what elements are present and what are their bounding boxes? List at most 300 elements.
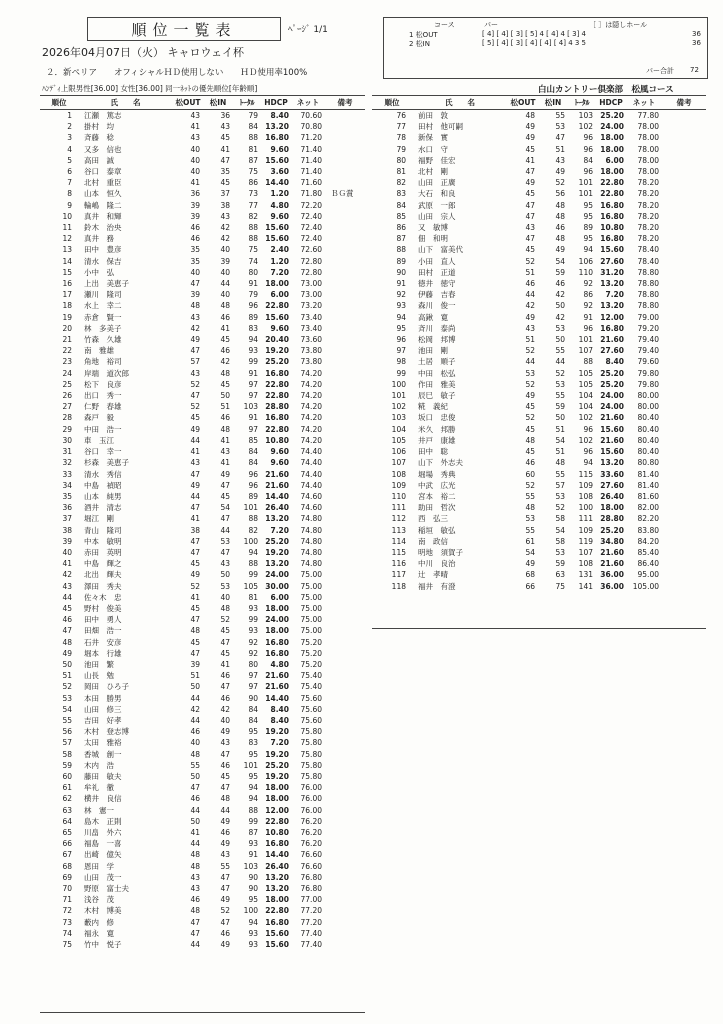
cell-hdcp: 24.00 (600, 122, 624, 132)
cell-rank: 73 (62, 917, 72, 927)
cell-note (325, 166, 365, 177)
cell-total: 119 (578, 536, 593, 546)
cell-net: 74.20 (300, 402, 322, 412)
cell-in: 42 (220, 234, 230, 244)
cell-note (325, 144, 365, 155)
cell-rank: 111 (391, 503, 406, 513)
cell-net: 71.60 (300, 178, 322, 188)
table-row (40, 368, 365, 379)
cell-total: 131 (578, 570, 593, 580)
table-row (40, 334, 365, 345)
cell-net: 77.20 (300, 917, 322, 927)
table-row (40, 132, 365, 143)
cell-rank: 8 (67, 189, 72, 199)
cell-rank: 65 (62, 828, 72, 837)
cell-name: 堀本 行雄 (84, 648, 122, 658)
cell-total: 94 (583, 245, 593, 255)
cell-net: 78.80 (637, 267, 659, 277)
cell-name: 山下 富美代 (418, 245, 463, 255)
cell-total: 87 (248, 155, 258, 165)
cell-out: 47 (190, 917, 200, 927)
cell-net: 74.20 (300, 368, 322, 378)
cell-rank: 15 (62, 267, 72, 277)
cell-note (662, 132, 706, 143)
cell-name: 中本 敏明 (84, 536, 122, 546)
cell-out: 47 (190, 391, 200, 401)
cell-hdcp: 25.20 (265, 760, 289, 770)
cell-note (662, 558, 706, 569)
cell-in: 53 (555, 323, 565, 333)
table-row (372, 211, 706, 222)
date-event: 2026年04月07日（火） キャロウェイ杯 (42, 46, 245, 59)
cell-rank: 94 (396, 312, 406, 322)
cell-name: 中川 良治 (418, 559, 456, 569)
cell-hdcp: 18.00 (265, 626, 289, 636)
table-row (40, 345, 365, 356)
cell-rank: 24 (62, 368, 72, 378)
cell-net: 74.80 (300, 559, 322, 569)
cell-out: 49 (190, 570, 200, 580)
cell-hdcp: 25.20 (600, 379, 624, 389)
cell-net: 77.20 (300, 906, 322, 916)
cell-out: 46 (190, 895, 200, 905)
cell-net: 79.00 (637, 312, 659, 322)
cell-total: 84 (583, 155, 593, 165)
cell-rank: 92 (396, 290, 406, 300)
cell-name: 浅谷 茂 (84, 895, 114, 905)
cell-out: 47 (190, 547, 200, 557)
cell-note (325, 625, 365, 636)
cell-total: 102 (578, 413, 593, 423)
cell-name: 清水 保吉 (84, 256, 122, 266)
cell-hdcp: 16.80 (265, 368, 289, 378)
cell-net: 74.60 (300, 503, 322, 513)
table-row (372, 132, 706, 143)
cell-in: 52 (555, 368, 565, 378)
cell-name: 作田 雅美 (418, 379, 456, 389)
cell-note (662, 188, 706, 199)
table-row (40, 233, 365, 244)
cell-name: 角地 裕司 (84, 357, 122, 367)
cell-note (662, 144, 706, 155)
cell-rank: 34 (62, 480, 72, 490)
cell-out: 52 (525, 379, 535, 389)
cell-note (662, 368, 706, 379)
cell-out: 44 (525, 290, 535, 300)
cell-hdcp: 1.20 (270, 256, 289, 266)
handicap-note: ﾊﾝﾃﾞｨ上限男性[36.00] 女性[36.00] 同一ﾈｯﾄの優先順位[年齢順] (42, 84, 258, 93)
cell-hdcp: 13.20 (600, 279, 624, 289)
cell-out: 39 (190, 659, 200, 669)
cell-name: 太田 雅裕 (84, 738, 122, 748)
cell-note (325, 793, 365, 804)
table-row (40, 513, 365, 524)
cell-name: 土居 順子 (418, 357, 456, 367)
cell-net: 78.40 (637, 256, 659, 266)
cell-total: 107 (578, 346, 593, 356)
cell-rank: 95 (396, 323, 406, 333)
cell-rank: 28 (62, 413, 72, 423)
table-row (40, 816, 365, 827)
cell-hdcp: 15.60 (265, 223, 289, 233)
cell-total: 74 (248, 256, 258, 266)
table-row (40, 681, 365, 692)
cell-out: 52 (525, 346, 535, 356)
cell-hdcp: 9.60 (270, 211, 289, 221)
cell-net: 78.20 (637, 189, 659, 199)
cell-in: 49 (220, 816, 230, 826)
cell-name: 堀江 剛 (84, 514, 114, 524)
cell-net: 75.40 (300, 671, 322, 681)
cell-in: 48 (555, 234, 565, 244)
col-in: 松IN (538, 96, 568, 110)
col-out: 松OUT (173, 96, 203, 110)
cell-out: 36 (190, 189, 200, 199)
cell-note (662, 211, 706, 222)
cell-name: 藤田 敏夫 (84, 771, 122, 781)
cell-total: 141 (578, 581, 593, 591)
cell-hdcp: 28.80 (265, 402, 289, 412)
cell-hdcp: 15.60 (265, 312, 289, 322)
cell-note (662, 525, 706, 536)
cell-out: 43 (190, 133, 200, 143)
cell-hdcp: 2.40 (270, 245, 289, 255)
cell-in: 55 (555, 391, 565, 401)
page-title (87, 17, 281, 41)
cell-note (325, 278, 365, 289)
cell-total: 79 (248, 290, 258, 300)
cell-net: 74.20 (300, 413, 322, 423)
cell-net: 76.20 (300, 816, 322, 826)
cell-in: 47 (220, 682, 230, 692)
cell-rank: 55 (62, 715, 72, 725)
cell-rank: 20 (62, 323, 72, 333)
table-row (40, 188, 365, 199)
cell-out: 49 (525, 122, 535, 132)
cell-hdcp: 13.20 (265, 514, 289, 524)
cell-rank: 66 (62, 839, 72, 849)
cell-out: 49 (525, 559, 535, 569)
cell-net: 80.40 (637, 435, 659, 445)
cell-in: 47 (220, 783, 230, 793)
cell-out: 48 (525, 503, 535, 513)
cell-name: 出崎 億矢 (84, 850, 122, 860)
cell-net: 76.00 (300, 805, 322, 815)
cell-note (325, 782, 365, 793)
cell-name: 堀場 秀典 (418, 469, 456, 479)
cell-note (325, 132, 365, 143)
cell-hdcp: 24.00 (265, 615, 289, 625)
cell-hdcp: 27.60 (600, 256, 624, 266)
cell-rank: 44 (62, 592, 72, 602)
cell-out: 49 (525, 133, 535, 143)
cell-hdcp: 7.20 (605, 290, 624, 300)
cell-in: 49 (555, 245, 565, 255)
cell-out: 40 (190, 267, 200, 277)
table-row (372, 278, 706, 289)
cell-net: 81.60 (637, 491, 659, 501)
cell-out: 44 (190, 805, 200, 815)
cell-total: 89 (248, 491, 258, 501)
cell-hdcp: 8.40 (270, 715, 289, 725)
col-hdcp: HDCP (261, 96, 291, 110)
cell-total: 91 (248, 368, 258, 378)
cell-hdcp: 21.60 (600, 559, 624, 569)
cell-out: 39 (190, 200, 200, 210)
cell-in: 42 (220, 704, 230, 714)
cell-out: 48 (190, 301, 200, 311)
cell-in: 47 (220, 884, 230, 894)
cell-net: 75.40 (300, 682, 322, 692)
cell-rank: 82 (396, 178, 406, 188)
cell-total: 79 (248, 111, 258, 120)
cell-rank: 76 (396, 111, 406, 120)
out-course-holes: [ 4] [ 4] [ 3] [ 5] 4 [ 4] 4 [ 3] 4 (482, 30, 587, 38)
cell-out: 42 (190, 323, 200, 333)
cell-net: 78.40 (637, 245, 659, 255)
table-row (372, 312, 706, 323)
cell-total: 105 (578, 379, 593, 389)
cell-out: 46 (190, 794, 200, 804)
cell-note (325, 592, 365, 603)
cell-in: 43 (220, 447, 230, 457)
cell-total: 89 (583, 223, 593, 233)
cell-rank: 51 (62, 671, 72, 681)
cell-name: 酒井 清志 (84, 503, 122, 513)
cell-rank: 41 (62, 559, 72, 569)
table-row (372, 334, 706, 345)
cell-rank: 98 (396, 357, 406, 367)
cell-net: 76.60 (300, 850, 322, 860)
cell-total: 84 (248, 715, 258, 725)
cell-name: 清水 秀信 (84, 469, 122, 479)
cell-name: 恩田 学 (84, 861, 114, 871)
cell-net: 76.80 (300, 872, 322, 882)
table-row (372, 110, 706, 122)
cell-out: 47 (190, 615, 200, 625)
cell-net: 73.80 (300, 346, 322, 356)
cell-total: 92 (248, 637, 258, 647)
cell-net: 71.20 (300, 133, 322, 143)
cell-net: 73.20 (300, 301, 322, 311)
cell-note (325, 827, 365, 838)
cell-name: 前田 敦 (418, 111, 448, 120)
cell-rank: 79 (396, 144, 406, 154)
cell-net: 79.40 (637, 346, 659, 356)
cell-hdcp: 21.60 (600, 435, 624, 445)
cell-note (662, 446, 706, 457)
cell-in: 40 (220, 267, 230, 277)
cell-out: 47 (525, 211, 535, 221)
cell-total: 97 (248, 682, 258, 692)
cell-total: 110 (578, 267, 593, 277)
cell-out: 60 (525, 469, 535, 479)
cell-out: 47 (190, 536, 200, 546)
cell-note (662, 424, 706, 435)
cell-hdcp: 1.20 (270, 189, 289, 199)
cell-name: 西 弘三 (418, 514, 448, 524)
cell-rank: 115 (391, 547, 406, 557)
cell-rank: 1 (67, 111, 72, 120)
cell-net: 71.40 (300, 155, 322, 165)
cell-net: 71.80 (300, 189, 322, 199)
cell-in: 41 (220, 323, 230, 333)
table-row (372, 200, 706, 211)
cell-note (325, 681, 365, 692)
cell-net: 74.40 (300, 469, 322, 479)
cell-rank: 63 (62, 805, 72, 815)
table-row (40, 872, 365, 883)
cell-name: 鈴木 治央 (84, 223, 122, 233)
cell-total: 102 (578, 122, 593, 132)
cell-total: 99 (248, 357, 258, 367)
cell-total: 94 (248, 547, 258, 557)
table-row (372, 155, 706, 166)
cell-total: 91 (248, 413, 258, 423)
cell-note (325, 312, 365, 323)
cell-out: 40 (190, 144, 200, 154)
cell-hdcp: 21.60 (600, 547, 624, 557)
cell-total: 96 (248, 480, 258, 490)
cell-out: 41 (190, 514, 200, 524)
cell-rank: 42 (62, 570, 72, 580)
cell-in: 51 (555, 447, 565, 457)
cell-name: 田中 豊彦 (84, 245, 122, 255)
cell-out: 51 (525, 335, 535, 345)
cell-note (325, 760, 365, 771)
cell-name: 本田 勝男 (84, 693, 122, 703)
table-row (40, 278, 365, 289)
cell-out: 46 (525, 458, 535, 468)
cell-total: 88 (583, 357, 593, 367)
cell-out: 50 (190, 816, 200, 826)
cell-note (325, 693, 365, 704)
cell-rank: 81 (396, 167, 406, 177)
cell-total: 73 (248, 189, 258, 199)
cell-net: 75.20 (300, 648, 322, 658)
cell-total: 96 (583, 424, 593, 434)
cell-rank: 46 (62, 615, 72, 625)
table-row (372, 480, 706, 491)
cell-in: 59 (555, 267, 565, 277)
cell-name: 澤田 秀夫 (84, 581, 122, 591)
cell-rank: 48 (62, 637, 72, 647)
cell-in: 46 (220, 413, 230, 423)
cell-out: 51 (190, 671, 200, 681)
hidden-hole-note: ［ ］は隠しホール (589, 21, 648, 29)
cell-total: 108 (578, 491, 593, 501)
cell-out: 39 (190, 211, 200, 221)
cell-name: 辰巳 敏子 (418, 391, 456, 401)
cell-in: 49 (220, 469, 230, 479)
table-row (40, 849, 365, 860)
cell-out: 41 (190, 592, 200, 602)
cell-note (325, 547, 365, 558)
cell-rank: 96 (396, 335, 406, 345)
cell-in: 53 (555, 379, 565, 389)
title-text: 順位一覧表 (131, 20, 237, 39)
cell-hdcp: 3.60 (270, 167, 289, 177)
col-name: 氏 名 (78, 96, 173, 110)
cell-out: 40 (190, 738, 200, 748)
cell-out: 45 (525, 144, 535, 154)
cell-rank: 11 (62, 223, 72, 233)
cell-note (325, 603, 365, 614)
cell-total: 88 (248, 133, 258, 143)
cell-name: 坂口 忠俊 (418, 413, 456, 423)
table-row (372, 435, 706, 446)
cell-total: 92 (248, 648, 258, 658)
cell-out: 44 (190, 491, 200, 501)
cell-out: 50 (190, 771, 200, 781)
cell-out: 42 (525, 301, 535, 311)
cell-out: 41 (190, 178, 200, 188)
cell-net: 86.40 (637, 559, 659, 569)
cell-name: 助田 哲次 (418, 503, 456, 513)
cell-hdcp: 16.80 (265, 133, 289, 143)
cell-rank: 97 (396, 346, 406, 356)
table-row (40, 861, 365, 872)
cell-out: 48 (525, 435, 535, 445)
col-total: ﾄｰﾀﾙ (568, 96, 596, 110)
cell-out: 44 (190, 693, 200, 703)
cell-rank: 64 (62, 816, 72, 826)
cell-note (662, 513, 706, 524)
cell-note (325, 200, 365, 211)
col-rank: 順位 (40, 96, 78, 110)
cell-rank: 93 (396, 301, 406, 311)
cell-net: 72.80 (300, 256, 322, 266)
cell-rank: 57 (62, 738, 72, 748)
table-row (372, 323, 706, 334)
cell-total: 77 (248, 200, 258, 210)
cell-name: 仁野 春雄 (84, 402, 122, 412)
table-row (40, 491, 365, 502)
cell-hdcp: 6.00 (270, 592, 289, 602)
cell-rank: 54 (62, 704, 72, 714)
cell-note (662, 267, 706, 278)
table-row (372, 233, 706, 244)
cell-in: 43 (220, 211, 230, 221)
cell-rank: 50 (62, 659, 72, 669)
cell-rank: 74 (62, 928, 72, 938)
cell-note (325, 849, 365, 860)
cell-net: 85.40 (637, 547, 659, 557)
cell-out: 45 (190, 603, 200, 613)
table-row (40, 558, 365, 569)
cell-in: 46 (220, 346, 230, 356)
cell-net: 72.40 (300, 223, 322, 233)
cell-hdcp: 21.60 (265, 480, 289, 490)
table-row (372, 457, 706, 468)
cell-total: 97 (248, 379, 258, 389)
cell-in: 53 (555, 491, 565, 501)
cell-net: 75.00 (300, 592, 322, 602)
cell-out: 47 (525, 200, 535, 210)
cell-hdcp: 28.80 (600, 514, 624, 524)
cell-net: 73.40 (300, 312, 322, 322)
cell-rank: 45 (62, 603, 72, 613)
cell-in: 40 (220, 245, 230, 255)
cell-total: 101 (578, 189, 593, 199)
cell-hdcp: 22.80 (265, 391, 289, 401)
cell-note (325, 211, 365, 222)
cell-rank: 33 (62, 469, 72, 479)
cell-total: 84 (248, 704, 258, 714)
cell-note (662, 469, 706, 480)
cell-total: 81 (248, 592, 258, 602)
cell-total: 95 (583, 234, 593, 244)
